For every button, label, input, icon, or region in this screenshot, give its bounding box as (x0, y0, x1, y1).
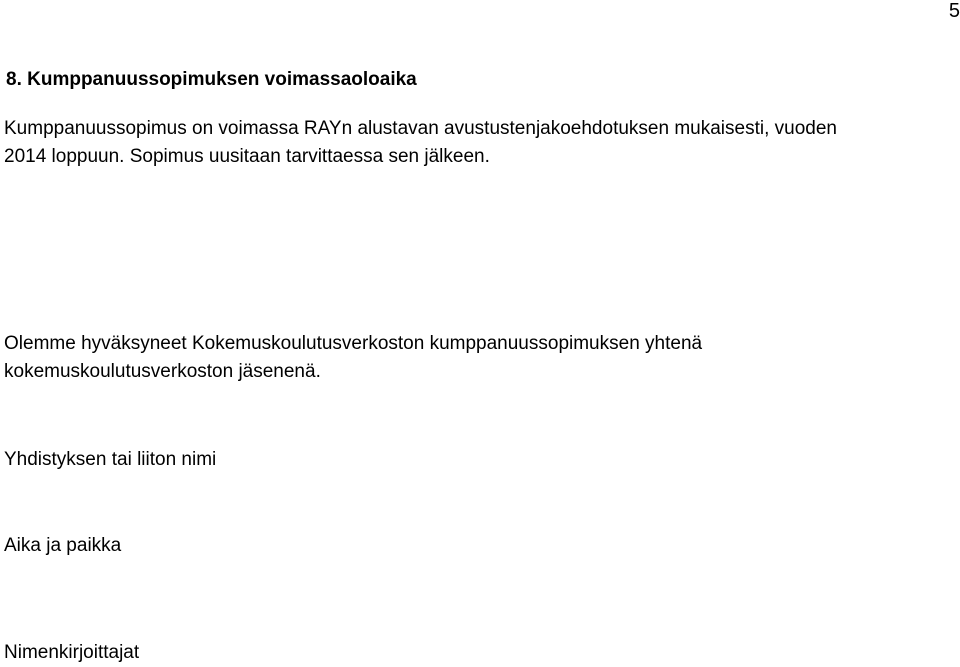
approval-paragraph-line-1: Olemme hyväksyneet Kokemuskoulutusverkoston kumppanuussopimuksen yhtenä (4, 333, 703, 354)
validity-paragraph-line-2: 2014 loppuun. Sopimus uusitaan tarvittaessa sen jälkeen. (4, 146, 490, 167)
approval-paragraph-line-2: kokemuskoulutusverkoston jäsenenä. (4, 361, 321, 382)
validity-paragraph-line-1: Kumppanuussopimus on voimassa RAYn alustavan avustustenjakoehdotuksen mukaisesti, vuoden (4, 118, 837, 139)
approval-paragraph (4, 330, 702, 386)
page-number: 5 (948, 0, 960, 22)
organization-name-label: Yhdistyksen tai liiton nimi (4, 449, 217, 470)
section-heading: 8. Kumppanuussopimuksen voimassaoloaika (6, 69, 417, 90)
validity-paragraph (4, 115, 837, 171)
time-and-place-label: Aika ja paikka (4, 535, 122, 556)
signatories-label: Nimenkirjoittajat (4, 642, 140, 663)
